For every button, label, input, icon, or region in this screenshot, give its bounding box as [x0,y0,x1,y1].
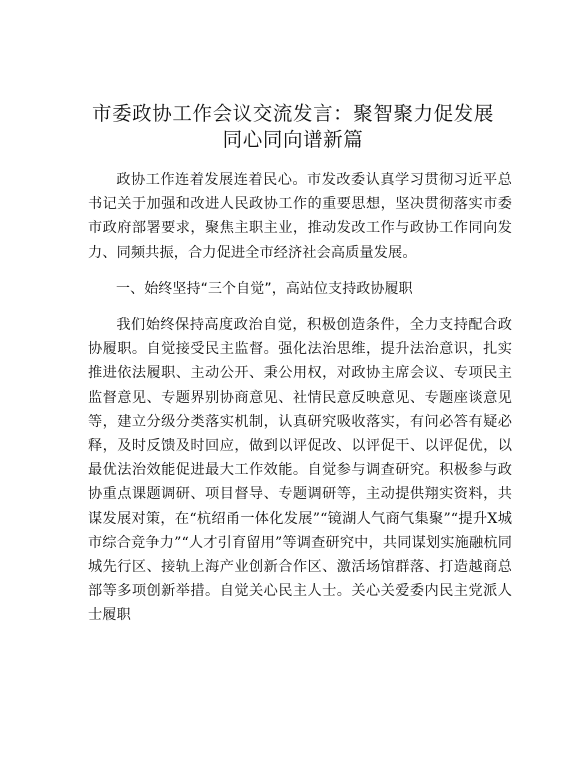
section-1-heading: 一、始终坚持“三个自觉”，高站位支持政协履职 [116,280,413,297]
document-title-line-1: 市委政协工作会议交流发言：聚智聚力促发展 [91,102,494,125]
document-title-line-2: 同心同向谱新篇 [222,128,364,151]
section-1-paragraph: 我们始终保持高度政治自觉，积极创造条件，全力支持配合政协履职。自觉接受民主监督。强化法治思维，提升法治意识，扎实推进依法履职、主动公开、秉公用权，对政协主席会议、专项民主监督意见、专题界别协商意见、社情民意反映意见、专题座谈意见等，建立分级分类落实机制，认真研究吸收落实，有问必答有疑必释，及时反馈及时回应，做到以评促改、以评促干、以评促优，以最优法治效能促进最大工作效能。自觉参与调查研究。积极参与政协重点课题调研、项目督导、专题调研等，主动提供翔实资料，共谋发展对策，在“杭绍甬一体化发展”“镜湖人气商气集聚”“提升X城市综合竞争力”“人才引育留用”等调查研究中，共同谋划实施融杭同城先行区、接轨上海产业创新合作区、激活场馆群落、打造越商总部等多项创新举措。自觉关心民主人士。关心关爱委内民主党派人士履职 [88,317,512,624]
document-body [88,168,512,628]
intro-paragraph: 政协工作连着发展连着民心。市发改委认真学习贯彻习近平总书记关于加强和改进人民政协工作的重要思想，坚决贯彻落实市委市政府部署要求，聚焦主职主业，推动发改工作与政协工作同向发力、同频共振，合力促进全市经济社会高质量发展。 [88,172,512,261]
